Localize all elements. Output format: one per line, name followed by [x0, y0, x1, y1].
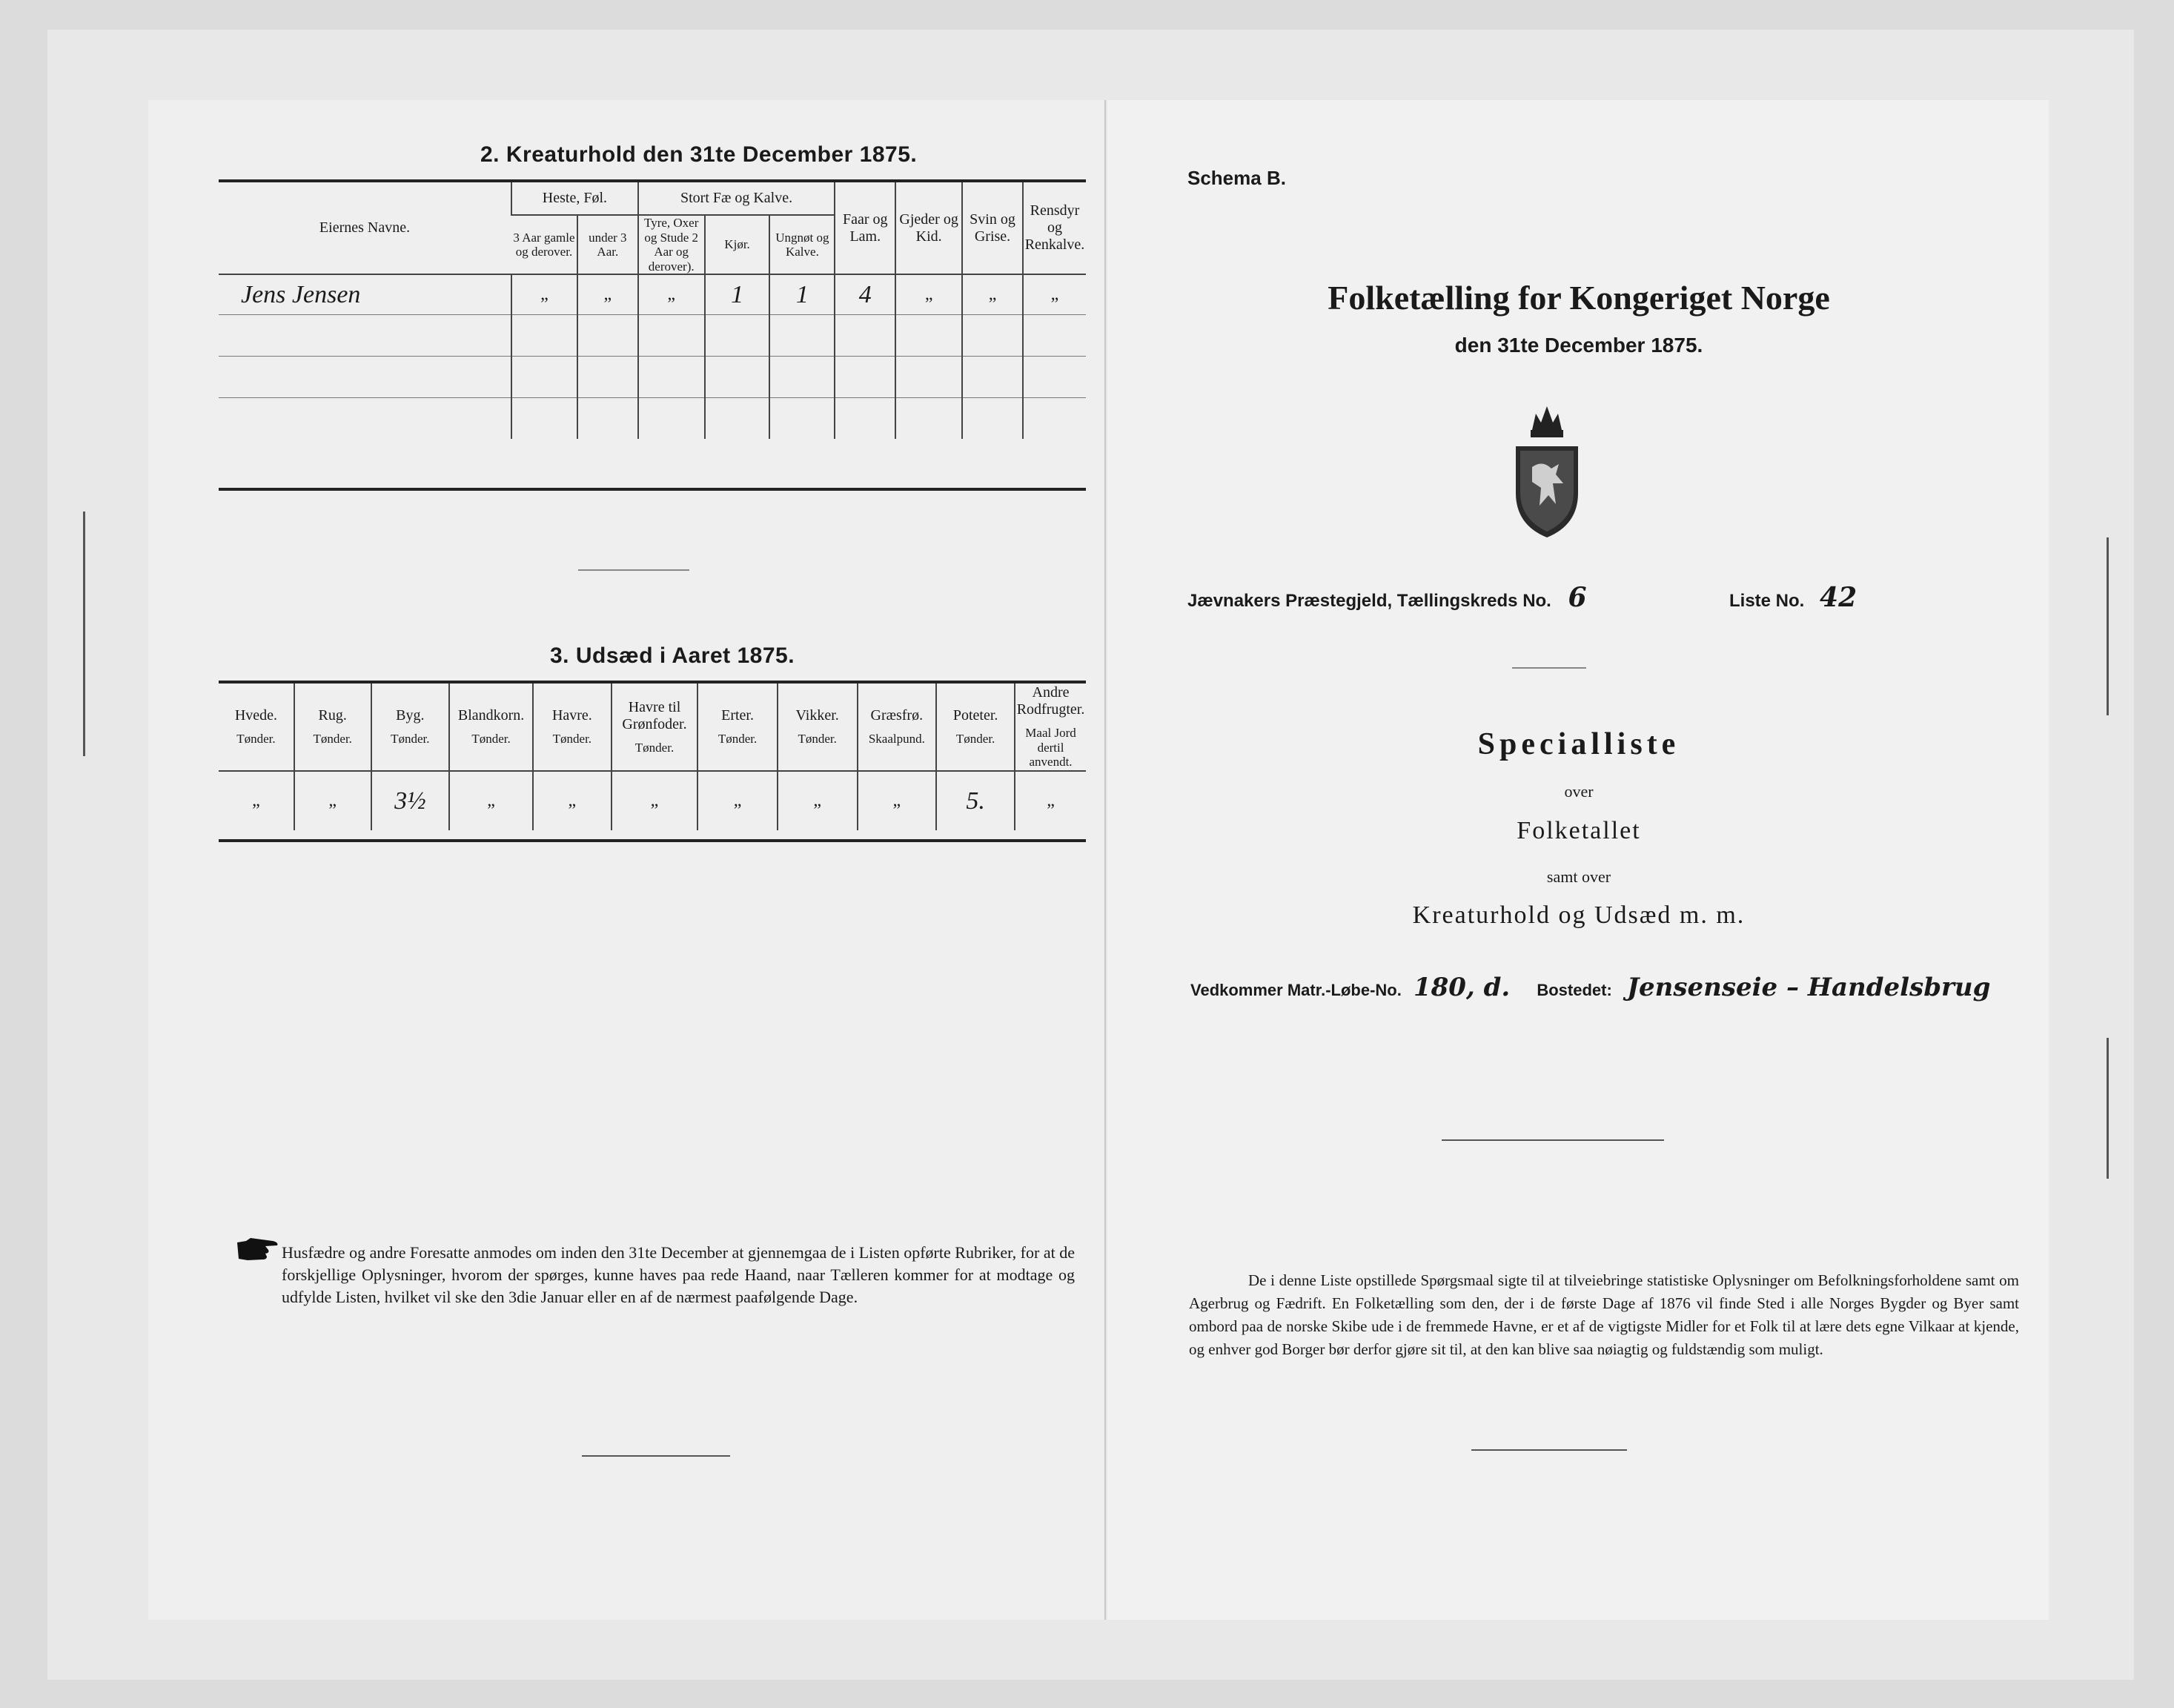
- cell-cattle-young: 1: [769, 274, 835, 314]
- matr-label: Vedkommer Matr.-Løbe-No.: [1190, 981, 1402, 999]
- seed-header-name: Erter.: [721, 707, 754, 724]
- seed-header-name: Havre til Grønfoder.: [622, 698, 687, 732]
- schema-label: Schema B.: [1187, 167, 1286, 189]
- seed-value: „: [449, 771, 533, 830]
- livestock-table: [219, 182, 1086, 439]
- header-cattle-bulls: Tyre, Oxer og Stude 2 Aar og derover).: [638, 215, 705, 274]
- seed-header-unit: Tønder.: [313, 732, 352, 747]
- header-owner: Eiernes Navne.: [319, 219, 411, 236]
- seed-header-unit: Tønder.: [634, 740, 675, 755]
- seed-value: „: [697, 771, 777, 830]
- seed-header-unit: Tønder.: [552, 732, 592, 747]
- seed-header-name: Vikker.: [795, 707, 839, 724]
- header-horses-old: 3 Aar gamle og derover.: [513, 230, 575, 259]
- seed-header: [533, 683, 612, 771]
- edge-mark-left: [83, 512, 85, 756]
- over-text: over: [1564, 782, 1594, 801]
- seed-header-unit: Tønder.: [718, 732, 758, 747]
- table-rule-bottom: [219, 488, 1086, 491]
- coat-of-arms-icon: [1510, 400, 1584, 541]
- edge-mark-right-2: [2107, 1038, 2109, 1179]
- header-reindeer: Rensdyr og Renkalve.: [1023, 182, 1086, 274]
- edge-mark-right: [2107, 537, 2109, 715]
- specialliste-heading: Specialliste: [1477, 727, 1680, 761]
- seed-header: [612, 683, 698, 771]
- seed-header-unit: Tønder.: [798, 732, 837, 747]
- header-cattle: Stort Fæ og Kalve.: [638, 182, 835, 215]
- pointing-hand-icon: [236, 1237, 280, 1263]
- info-text: De i denne Liste opstillede Spørgsmaal sigte til at tilveiebringe statistiske Oplysninger om Befolkningsforholdene samt om Agerbrug og Fædrift. En Folketælling som den, der i de første Dage af 1876 vil finde Sted i alle Norges Bygder og Byer samt ombord paa de norske Skibe ude i de fremmede Havne, er et af de vigtigste Midler for et Folk til at lære dets egne Vilkaar at kjende, og enhver god Borger bør derfor gjøre sit til, at den kan blive saa nøiagtig og fuldstændig som muligt.: [1189, 1271, 2019, 1358]
- seed-header-unit: Tønder.: [391, 732, 430, 747]
- cell-horses-old: „: [511, 274, 577, 314]
- bostedet-value: Jensenseie – Handelsbrug: [1626, 973, 1991, 1002]
- seed-value: „: [612, 771, 698, 830]
- list-line: [1729, 582, 1857, 613]
- seed-value: 3½: [371, 771, 450, 830]
- district-line: [1187, 582, 1587, 613]
- seed-value: „: [778, 771, 858, 830]
- notice-text: Husfædre og andre Foresatte anmodes om inden den 31te December at gjennemgaa de i Listen opførte Rubriker, for at de forskjellige Oplysninger, hvorom der spørges, kunne haves paa rede Haand, naar Tælleren kommer for at modtage og udfylde Listen, hvilket vil ske den 3die Januar eller en af de nærmest paafølgende Dage.: [282, 1243, 1075, 1306]
- seed-header-name: Byg.: [396, 707, 425, 724]
- seed-value: „: [294, 771, 371, 830]
- header-cattle-young: Ungnøt og Kalve.: [769, 215, 835, 274]
- seed-header-unit: Tønder.: [471, 732, 511, 747]
- separator-right: [1512, 667, 1586, 669]
- seed-value: „: [1015, 771, 1086, 830]
- folketallet-text: Folketallet: [1517, 817, 1641, 844]
- list-label: Liste No.: [1729, 591, 1805, 611]
- cell-goats: „: [895, 274, 962, 314]
- matr-number: 180, d.: [1413, 973, 1511, 1002]
- rule-mid-right: [1442, 1139, 1664, 1141]
- cell-pigs: „: [962, 274, 1023, 314]
- right-page: [1107, 100, 2049, 1620]
- seed-header-name: Græsfrø.: [870, 707, 924, 724]
- cell-sheep: 4: [835, 274, 895, 314]
- kreaturhold-text: Kreaturhold og Udsæd m. m.: [1412, 901, 1746, 929]
- list-number: 42: [1820, 582, 1857, 613]
- seed-header-name: Havre.: [551, 707, 592, 724]
- header-goats: Gjeder og Kid.: [895, 182, 962, 274]
- seed-header: [449, 683, 533, 771]
- parish-label: Jævnakers Præstegjeld, Tællingskreds No.: [1187, 591, 1551, 611]
- header-horses: Heste, Føl.: [511, 182, 638, 215]
- header-sheep: Faar og Lam.: [835, 182, 895, 274]
- seed-header: [1015, 683, 1086, 771]
- footer-rule-left: [582, 1455, 730, 1457]
- seed-header-name: Andre Rodfrugter.: [1016, 684, 1085, 718]
- seed-title: 3. Udsæd i Aaret 1875.: [550, 643, 795, 668]
- seed-header: [697, 683, 777, 771]
- header-cattle-cows: Kjør.: [705, 215, 770, 274]
- seed-value: „: [533, 771, 612, 830]
- district-number: 6: [1568, 582, 1587, 613]
- seed-header: [294, 683, 371, 771]
- footer-rule-right: [1471, 1449, 1627, 1451]
- seed-header-unit: Skaalpund.: [868, 732, 925, 747]
- seed-header: [858, 683, 937, 771]
- seed-header-name: Hvede.: [234, 707, 278, 724]
- seed-header-name: Blandkorn.: [457, 707, 525, 724]
- seed-table: [219, 683, 1086, 830]
- cell-reindeer: „: [1023, 274, 1086, 314]
- matr-line: [1190, 973, 1990, 1002]
- header-pigs: Svin og Grise.: [962, 182, 1023, 274]
- separator: [578, 569, 689, 571]
- seed-header-unit: Tønder.: [955, 732, 995, 747]
- census-date: den 31te December 1875.: [1454, 334, 1703, 357]
- seed-header-name: Poteter.: [952, 707, 998, 724]
- seed-header: [219, 683, 294, 771]
- seed-value: „: [252, 790, 260, 810]
- seed-value: 5.: [936, 771, 1015, 830]
- bostedet-label: Bostedet:: [1537, 981, 1612, 999]
- census-title: Folketælling for Kongeriget Norge: [1328, 279, 1830, 317]
- livestock-title: 2. Kreaturhold den 31te December 1875.: [480, 142, 918, 167]
- owner-name: Jens Jensen: [241, 280, 361, 308]
- cell-horses-young: „: [577, 274, 638, 314]
- seed-header-unit: Maal Jord dertil anvendt.: [1025, 726, 1076, 769]
- cell-cattle-bulls: „: [638, 274, 705, 314]
- seed-header: [371, 683, 450, 771]
- seed-header-unit: Tønder.: [236, 732, 276, 747]
- seed-header: [936, 683, 1015, 771]
- seed-value: „: [858, 771, 937, 830]
- cell-cattle-cows: 1: [705, 274, 770, 314]
- seed-header-name: Rug.: [318, 707, 347, 724]
- samt-over-text: samt over: [1546, 867, 1611, 886]
- seed-header: [778, 683, 858, 771]
- header-horses-young: under 3 Aar.: [577, 215, 638, 274]
- seed-rule-bottom: [219, 839, 1086, 842]
